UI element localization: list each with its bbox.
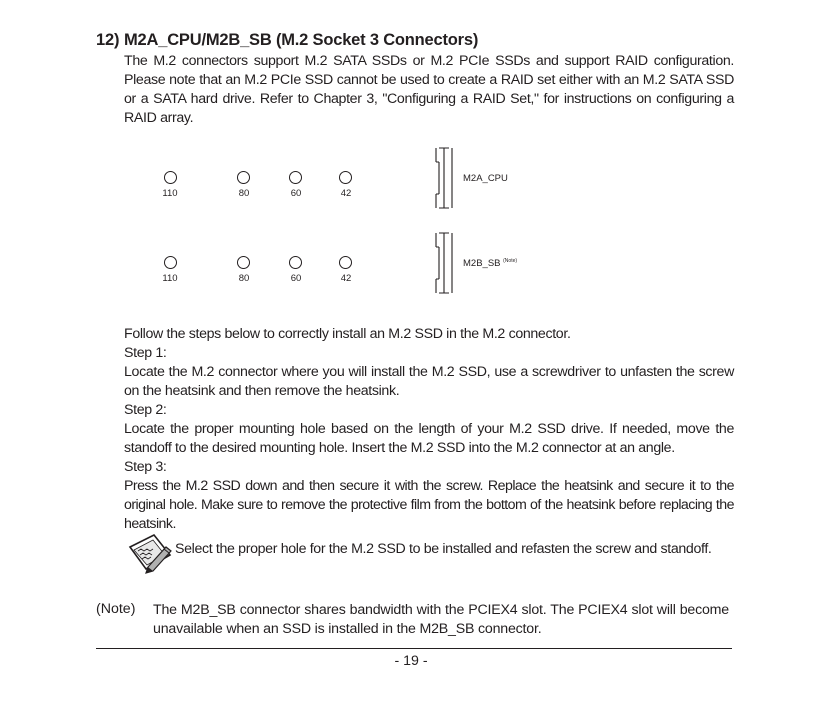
step-3-label: Step 3: (124, 459, 167, 475)
step-3-text: Press the M.2 SSD down and then secure it with the screw. Replace the heatsink and secure it to the original hole. Make sure to remove the protective film from the bottom of the heatsink before replacing the heatsink. (124, 478, 734, 532)
mounting-hole-icon (164, 171, 177, 184)
section-heading (96, 31, 478, 50)
step-2-label: Step 2: (124, 402, 167, 418)
hole-label: 80 (238, 273, 250, 284)
hole-label: 42 (340, 188, 352, 199)
section-number: 12) (96, 31, 120, 49)
mounting-hole-icon (237, 256, 250, 269)
hole-label: 110 (162, 273, 178, 284)
connector-label-m2a: M2A_CPU (463, 173, 508, 184)
hole-label: 110 (162, 188, 178, 199)
footnote-text: The M2B_SB connector shares bandwidth with the PCIEX4 slot. The PCIEX4 slot will become unavailable when an SSD is installed in the M2B_SB connector. (153, 602, 729, 637)
tip-text: Select the proper hole for the M.2 SSD to be installed and refasten the screw and standoff. (175, 541, 712, 557)
m2-connector-icon (430, 231, 460, 295)
hole-label: 80 (238, 188, 250, 199)
mounting-hole-icon (289, 256, 302, 269)
note-mark: (Note) (503, 258, 518, 264)
connector-label-m2b: M2B_SB $^{(Note)}$ (463, 258, 518, 269)
hole-label: 60 (290, 273, 302, 284)
m2-connector-icon (430, 146, 460, 210)
intro-paragraph: The M.2 connectors support M.2 SATA SSDs or M.2 PCIe SSDs and support RAID configuration. Please note that an M.2 PCIe SSD cannot be used to create a RAID set either with an M.2 SATA SSD or a SATA hard drive. Refer to Chapter 3, "Configuring a RAID Set," for instructions on configuring a RAID array. (124, 53, 734, 126)
steps-intro: Follow the steps below to correctly install an M.2 SSD in the M.2 connector. (124, 326, 571, 342)
footnote-tag: (Note) (96, 601, 136, 617)
page-number: - 19 - (394, 653, 428, 669)
step-1-text: Locate the M.2 connector where you will install the M.2 SSD, use a screwdriver to unfasten the screw on the heatsink and then remove the heatsink. (124, 364, 734, 399)
note-pencil-icon (126, 531, 174, 575)
step-1-label: Step 1: (124, 345, 167, 361)
mounting-hole-icon (237, 171, 250, 184)
hole-label: 60 (290, 188, 302, 199)
mounting-hole-icon (289, 171, 302, 184)
mounting-hole-icon (339, 256, 352, 269)
mounting-hole-icon (339, 171, 352, 184)
section-title: M2A_CPU/M2B_SB (M.2 Socket 3 Connectors) (124, 31, 479, 49)
hole-label: 42 (340, 273, 352, 284)
mounting-hole-icon (164, 256, 177, 269)
footer-rule (96, 648, 732, 649)
step-2-text: Locate the proper mounting hole based on the length of your M.2 SSD drive. If needed, move the standoff to the desired mounting hole. Insert the M.2 SSD into the M.2 connector at an angle. (124, 421, 734, 456)
steps-section (124, 325, 734, 534)
